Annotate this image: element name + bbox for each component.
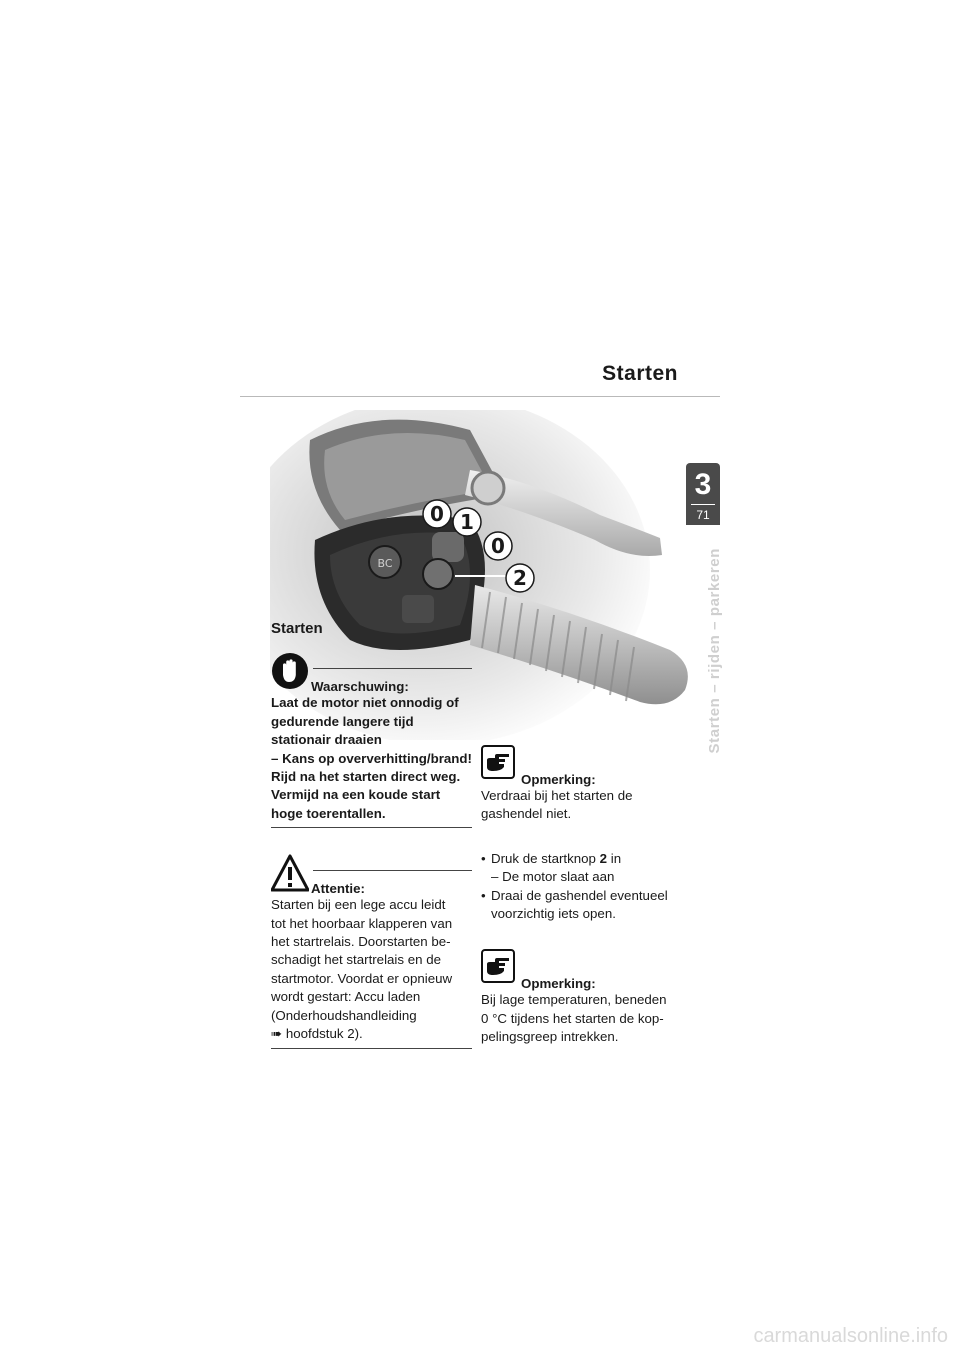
note2-label: Opmerking: <box>521 976 596 992</box>
warning-hand-icon <box>271 652 309 695</box>
page-number: 71 <box>696 508 710 522</box>
step-ref-number: 2 <box>599 850 608 866</box>
page-title: Starten <box>602 362 678 385</box>
right-column <box>481 745 682 1047</box>
warning-line: stationair draaien <box>271 732 382 748</box>
warning-label: Waarschuwing: <box>311 679 409 695</box>
step-continuation: voorzichtig iets open. <box>491 906 616 922</box>
note1-text <box>481 787 682 824</box>
callout-0-lower: 0 <box>491 534 505 558</box>
note2-text <box>481 991 682 1046</box>
step-text: in <box>607 850 622 866</box>
note2-line: pelingsgreep intrekken. <box>481 1029 619 1045</box>
reference-arrow-icon: ➠ <box>271 1026 283 1042</box>
warning-text <box>271 694 472 823</box>
attention-line: het startrelais. Doorstarten be- <box>271 934 451 950</box>
chapter-side-label: Starten – rijden – parkeren <box>706 548 723 754</box>
attention-line: schadigt het startrelais en de <box>271 952 442 968</box>
attention-line: wordt gestart: Accu laden <box>271 989 421 1005</box>
note1-line: Verdraai bij het starten de <box>481 788 633 803</box>
bc-button-label: BC <box>377 557 393 570</box>
chapter-number: 3 <box>694 468 712 501</box>
step-result: – De motor slaat aan <box>491 869 615 885</box>
callout-1: 1 <box>460 510 474 534</box>
note2-line: 0 °C tijdens het starten de kop- <box>481 1010 664 1026</box>
attention-rule <box>313 870 472 871</box>
warning-line: Rijd na het starten direct weg. <box>271 769 461 785</box>
attention-text <box>271 896 472 1043</box>
attention-line: (Onderhoudshandleiding <box>271 1007 417 1023</box>
left-column <box>271 620 472 1049</box>
attention-line: startmotor. Voordat er opnieuw <box>271 970 453 986</box>
attention-label: Attentie: <box>311 881 365 897</box>
note1-line: gashendel niet. <box>481 806 572 822</box>
note-pointing-hand-icon <box>481 745 515 784</box>
reference-text: hoofdstuk 2). <box>282 1026 363 1042</box>
note1-header <box>481 745 682 787</box>
warning-line: gedurende langere tijd <box>271 713 414 729</box>
note-pointing-hand-icon <box>481 949 515 988</box>
warning-rule <box>313 668 472 669</box>
warning-line: – Kans op oververhitting/brand! <box>271 750 472 766</box>
attention-triangle-icon <box>271 854 309 897</box>
note1-label: Opmerking: <box>521 772 596 787</box>
attention-reference <box>271 1025 472 1043</box>
note2-line: Bij lage temperaturen, beneden <box>481 992 667 1008</box>
step-text: Draai de gashendel eventueel <box>491 887 668 903</box>
start-steps <box>481 850 682 924</box>
warning-line: hoge toerentallen. <box>271 805 386 821</box>
section-heading: Starten <box>271 620 323 637</box>
note2-header <box>481 949 682 991</box>
callout-2: 2 <box>513 566 527 590</box>
step-text: Druk de startknop <box>491 850 600 866</box>
title-divider <box>240 396 720 397</box>
list-item <box>481 850 682 887</box>
attention-end-rule <box>271 1048 472 1049</box>
warning-line: Laat de motor niet onnodig of <box>271 695 459 711</box>
attention-line: Starten bij een lege accu leidt <box>271 897 446 913</box>
warning-header <box>271 652 472 694</box>
watermark: carmanualsonline.info <box>753 1325 948 1347</box>
list-item <box>481 887 682 924</box>
callout-0-upper: 0 <box>430 502 444 526</box>
warning-line: Vermijd na een koude start <box>271 787 441 803</box>
attention-header <box>271 854 472 896</box>
attention-line: tot het hoorbaar klapperen van <box>271 915 453 931</box>
